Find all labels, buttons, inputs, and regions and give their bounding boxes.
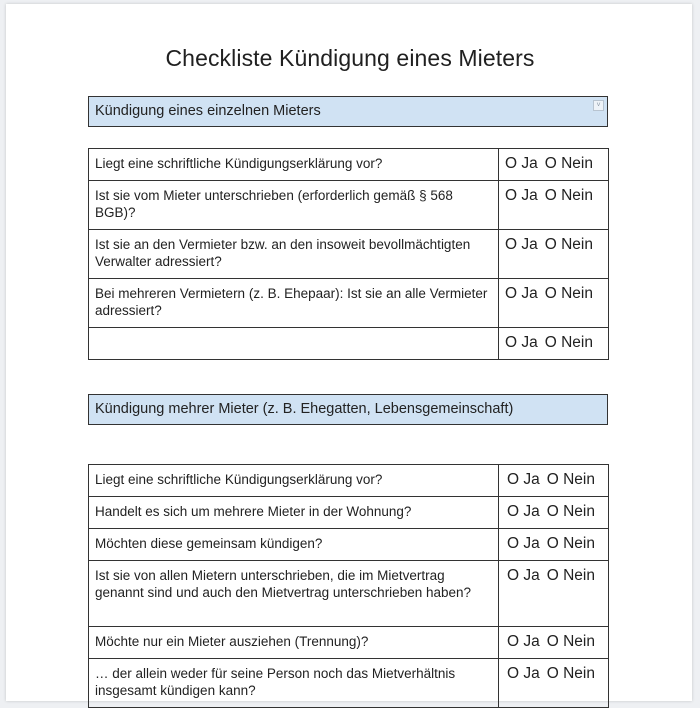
table-row bbox=[89, 328, 609, 360]
question-cell bbox=[89, 328, 499, 360]
question-cell: Ist sie an den Vermieter bzw. an den insoweit bevollmächtigten Verwalter adressiert? bbox=[89, 230, 499, 279]
radio-no[interactable]: O Nein bbox=[546, 665, 595, 682]
chevron-down-icon[interactable]: ˅ bbox=[593, 100, 604, 111]
table-row bbox=[89, 149, 609, 181]
checklist-table-single-tenant bbox=[88, 148, 609, 360]
radio-no[interactable]: O Nein bbox=[546, 567, 595, 584]
answer-cell bbox=[499, 497, 609, 529]
question-cell: Handelt es sich um mehrere Mieter in der Wohnung? bbox=[89, 497, 499, 529]
table-row bbox=[89, 279, 609, 328]
checklist-table-multiple-tenants bbox=[88, 464, 609, 708]
page-title: Checkliste Kündigung eines Mieters bbox=[165, 45, 535, 71]
table-row bbox=[89, 181, 609, 230]
answer-cell bbox=[499, 561, 609, 627]
answer-cell bbox=[499, 181, 609, 230]
question-cell: Liegt eine schriftliche Kündigungserklärung vor? bbox=[89, 149, 499, 181]
radio-no[interactable]: O Nein bbox=[546, 535, 595, 552]
radio-no[interactable]: O Nein bbox=[546, 471, 595, 488]
radio-no[interactable]: O Nein bbox=[546, 633, 595, 650]
section-header-label: Kündigung mehrer Mieter (z. B. Ehegatten, Lebensgemeinschaft) bbox=[95, 401, 514, 417]
table-row bbox=[89, 230, 609, 279]
question-cell: Liegt eine schriftliche Kündigungserklärung vor? bbox=[89, 465, 499, 497]
answer-cell bbox=[499, 328, 609, 360]
answer-cell bbox=[499, 149, 609, 181]
section-header-single-tenant bbox=[88, 96, 608, 127]
question-cell: Ist sie vom Mieter unterschrieben (erforderlich gemäß § 568 BGB)? bbox=[89, 181, 499, 230]
radio-yes[interactable]: O Ja bbox=[507, 535, 540, 552]
answer-cell bbox=[499, 659, 609, 708]
table-row bbox=[89, 561, 609, 627]
table-row bbox=[89, 465, 609, 497]
table-row bbox=[89, 659, 609, 708]
radio-yes[interactable]: O Ja bbox=[507, 567, 540, 584]
answer-cell bbox=[499, 627, 609, 659]
radio-no[interactable]: O Nein bbox=[544, 285, 593, 302]
table-row bbox=[89, 529, 609, 561]
question-cell: Bei mehreren Vermietern (z. B. Ehepaar): Ist sie an alle Vermieter adressiert? bbox=[89, 279, 499, 328]
answer-cell bbox=[499, 279, 609, 328]
radio-yes[interactable]: O Ja bbox=[507, 503, 540, 520]
radio-no[interactable]: O Nein bbox=[544, 236, 593, 253]
radio-no[interactable]: O Nein bbox=[544, 334, 593, 351]
answer-cell bbox=[499, 230, 609, 279]
radio-yes[interactable]: O Ja bbox=[507, 633, 540, 650]
question-cell: Möchte nur ein Mieter ausziehen (Trennung)? bbox=[89, 627, 499, 659]
table-row bbox=[89, 497, 609, 529]
answer-cell bbox=[499, 465, 609, 497]
radio-yes[interactable]: O Ja bbox=[507, 665, 540, 682]
question-cell: … der allein weder für seine Person noch das Mietverhältnis insgesamt kündigen kann? bbox=[89, 659, 499, 708]
section-header-multiple-tenants bbox=[88, 394, 608, 425]
radio-yes[interactable]: O Ja bbox=[507, 471, 540, 488]
answer-cell bbox=[499, 529, 609, 561]
question-cell: Ist sie von allen Mietern unterschrieben, die im Mietvertrag genannt sind und auch den Mietvertrag unterschrieben haben? bbox=[89, 561, 499, 627]
radio-no[interactable]: O Nein bbox=[544, 155, 593, 172]
section-header-label: Kündigung eines einzelnen Mieters bbox=[95, 103, 321, 119]
question-cell: Möchten diese gemeinsam kündigen? bbox=[89, 529, 499, 561]
radio-no[interactable]: O Nein bbox=[544, 187, 593, 204]
radio-yes[interactable]: O Ja bbox=[505, 187, 538, 204]
radio-yes[interactable]: O Ja bbox=[505, 155, 538, 172]
radio-yes[interactable]: O Ja bbox=[505, 285, 538, 302]
radio-yes[interactable]: O Ja bbox=[505, 334, 538, 351]
radio-no[interactable]: O Nein bbox=[546, 503, 595, 520]
radio-yes[interactable]: O Ja bbox=[505, 236, 538, 253]
table-row bbox=[89, 627, 609, 659]
